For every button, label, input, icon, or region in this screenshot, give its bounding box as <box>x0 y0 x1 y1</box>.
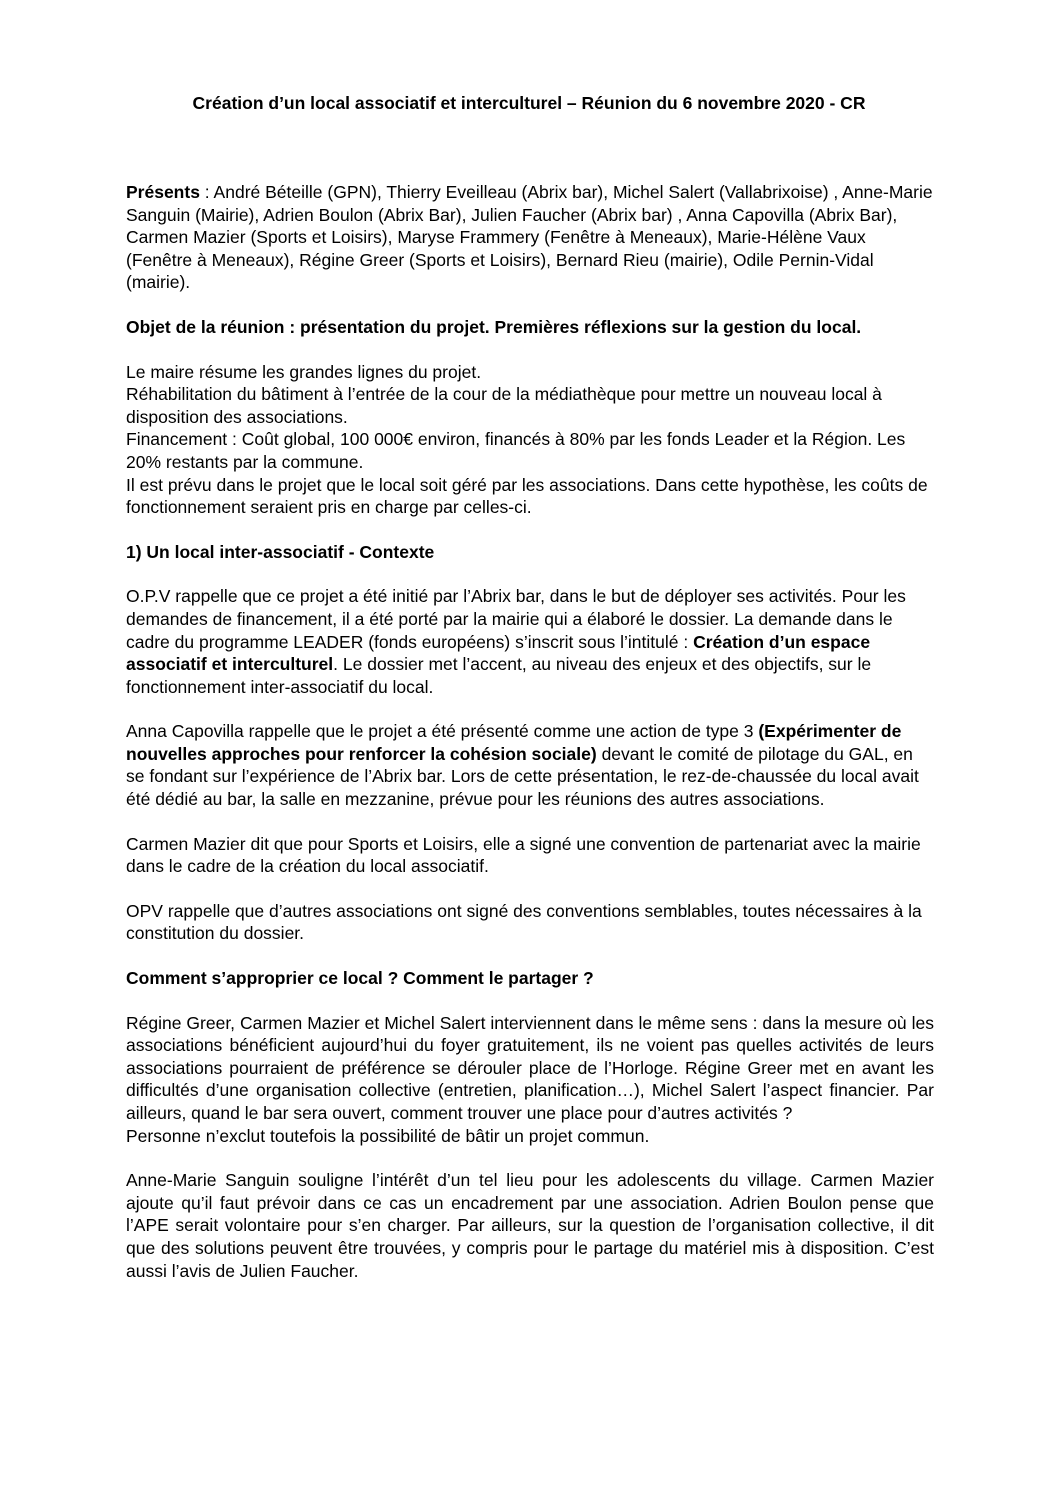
attendees-label: Présents <box>126 182 200 202</box>
intro-line-2: Réhabilitation du bâtiment à l’entrée de la cour de la médiathèque pour mettre un nouveau local à disposition des associations. <box>126 384 882 427</box>
intro-line-1: Le maire résume les grandes lignes du projet. <box>126 361 482 382</box>
anna-text-after: devant le comité de pilotage du GAL, en se fondant sur l’expérience de l’Abrix bar. Lors de cette présentation, le rez-de-chaussée du local avait été dédié au bar, la salle en mezzanine, prévue pour les réunions des autres associations. <box>126 743 919 810</box>
section-1-heading: 1) Un local inter-associatif - Contexte <box>126 541 435 562</box>
page-title: Création d’un local associatif et interculturel – Réunion du 6 novembre 2020 - CR <box>192 93 866 113</box>
opv-text-after: . Le dossier met l’accent, au niveau des enjeux et des objectifs, sur le fonctionnement inter-associatif du local. <box>126 654 872 697</box>
attendees-list: : André Béteille (GPN), Thierry Eveilleau (Abrix bar), Michel Salert (Vallabrixoise) , Anne-Marie Sanguin (Mairie), Adrien Boulon (Abrix Bar), Julien Faucher (Abrix bar) , Anna Capovilla (Abrix Bar), Carmen Mazier (Sports et Loisirs), Maryse Frammery (Fenêtre à Meneaux), Marie-Hélène Vaux (Fenêtre à Meneaux), Régine Greer (Sports et Loisirs), Bernard Rieu (mairie), Odile Pernin-Vidal (mairie). <box>126 182 933 293</box>
regine-paragraph: Régine Greer, Carmen Mazier et Michel Salert interviennent dans le même sens : dans la mesure où les associations bénéficient aujourd’hui du foyer gratuitement, ils ne voient pas quelles activités de leurs associations pourraient de préférence se dérouler place de l’Horloge. Régine Greer met en avant les difficultés d’une organisation collective (entretien, planification…), Michel Salert l’aspect financier. Par ailleurs, quand le bar sera ouvert, comment trouver une place pour d’autres activités ? <box>126 1012 934 1123</box>
document-body <box>126 181 934 1304</box>
intro-line-3: Financement : Coût global, 100 000€ environ, financés à 80% par les fonds Leader et la Région. Les 20% restants par la commune. <box>126 429 906 472</box>
action-type-bold: (Expérimenter de nouvelles approches pour renforcer la cohésion sociale) <box>126 721 902 764</box>
section-2-heading: Comment s’approprier ce local ? Comment le partager ? <box>126 968 594 989</box>
anna-text-before: Anna Capovilla rappelle que le projet a été présenté comme une action de type 3 <box>126 721 759 742</box>
opv-text-before: O.P.V rappelle que ce projet a été initié par l’Abrix bar, dans le but de déployer ses activités. Pour les demandes de financement, il a été porté par la mairie qui a élaboré le dossier. La demande dans le cadre du programme LEADER (fonds européens) s’inscrit sous l’intitulé : <box>126 586 906 652</box>
intro-line-4: Il est prévu dans le projet que le local soit géré par les associations. Dans cette hypothèse, les coûts de fonctionnement seraient pris en charge par celles-ci. <box>126 474 928 518</box>
carmen-paragraph: Carmen Mazier dit que pour Sports et Loisirs, elle a signé une convention de partenariat avec la mairie dans le cadre de la création du local associatif. <box>126 833 921 877</box>
anne-marie-paragraph: Anne-Marie Sanguin souligne l’intérêt d’un tel lieu pour les adolescents du village. Carmen Mazier ajoute qu’il faut prévoir dans ce cas un encadrement par une association. Adrien Boulon pense que l’APE serait volontaire pour s’en charger. Par ailleurs, sur la question de l’organisation collective, il dit que des solutions peuvent être trouvées, y compris pour le partage du matériel mis à disposition. C’est aussi l’avis de Julien Faucher. <box>126 1170 934 1281</box>
meeting-subject: Objet de la réunion : présentation du projet. Premières réflexions sur la gestion du local. <box>126 316 862 337</box>
anna-paragraph <box>126 720 934 810</box>
attendees-paragraph <box>126 181 934 294</box>
personne-paragraph: Personne n’exclut toutefois la possibilité de bâtir un projet commun. <box>126 1125 650 1146</box>
project-title-bold: Création d’un espace associatif et interculturel <box>126 631 871 675</box>
opv-paragraph-2: OPV rappelle que d’autres associations ont signé des conventions semblables, toutes nécessaires à la constitution du dossier. <box>126 900 922 944</box>
opv-paragraph-1 <box>126 585 934 698</box>
